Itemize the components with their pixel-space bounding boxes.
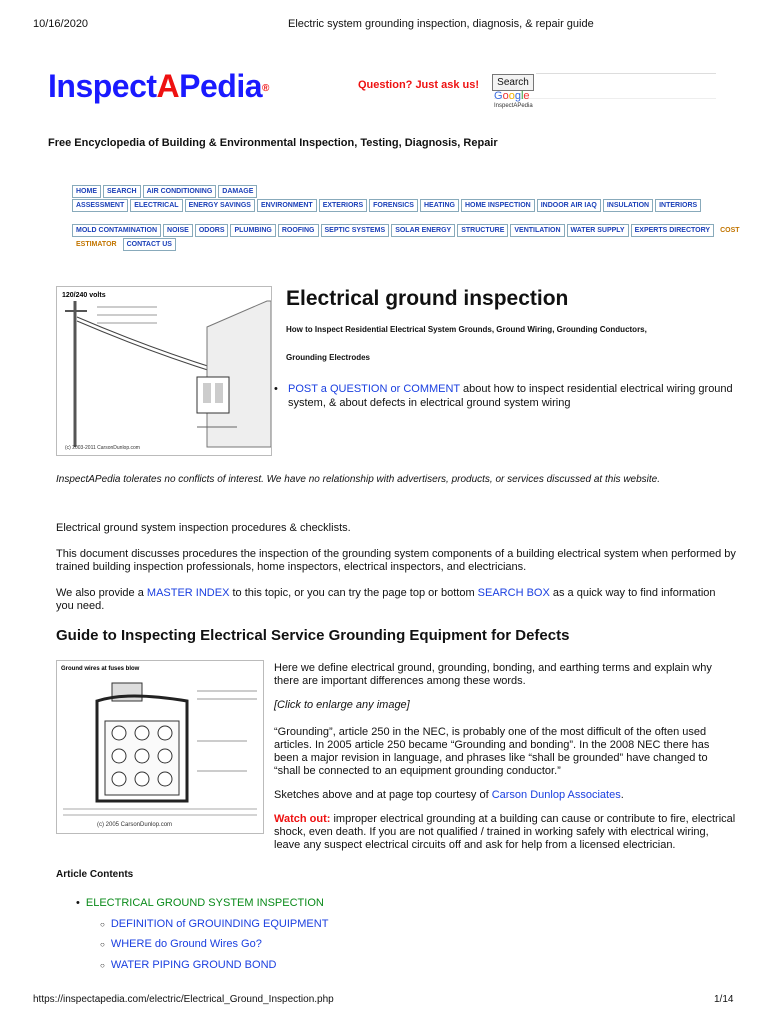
nav-solar[interactable]: SOLAR ENERGY bbox=[391, 224, 455, 237]
page-title: Electrical ground inspection bbox=[286, 287, 569, 310]
nav-plumbing[interactable]: PLUMBING bbox=[230, 224, 275, 237]
nav-air-conditioning[interactable]: AIR CONDITIONING bbox=[143, 185, 217, 198]
print-page-number: 1/14 bbox=[714, 994, 734, 1005]
post-question-text: about how to inspect residential electrical wiring ground system, & about defects in electrical ground system wiring bbox=[288, 383, 733, 409]
panel-grounding-diagram-image[interactable] bbox=[56, 660, 264, 834]
section-heading: Guide to Inspecting Electrical Service Grounding Equipment for Defects bbox=[56, 627, 570, 644]
nav-energy-savings[interactable]: ENERGY SAVINGS bbox=[185, 199, 255, 212]
intro-paragraph-2: This document discusses procedures the inspection of the grounding system components of a building electrical system when performed by trained building inspection professionals, home inspectors, electrical inspectors, and electricians. bbox=[56, 548, 736, 573]
nav-estimator[interactable]: ESTIMATOR bbox=[72, 238, 121, 251]
carson-dunlop-link[interactable]: Carson Dunlop Associates bbox=[491, 789, 621, 801]
watch-out-label: Watch out: bbox=[274, 813, 331, 825]
google-sub: InspectAPedia bbox=[494, 103, 533, 109]
intro-paragraph-1: Electrical ground system inspection procedures & checklists. bbox=[56, 522, 351, 534]
nav-contact[interactable]: CONTACT US bbox=[123, 238, 176, 251]
site-logo[interactable] bbox=[48, 68, 269, 105]
page-subtitle-1: How to Inspect Residential Electrical System Grounds, Ground Wiring, Grounding Conductors, bbox=[286, 325, 647, 334]
nav-electrical[interactable]: ELECTRICAL bbox=[130, 199, 182, 212]
bullet-dot: • bbox=[274, 383, 278, 395]
toc-subitem-2[interactable]: ○ WHERE do Ground Wires Go? bbox=[100, 938, 262, 950]
nav-row-2 bbox=[72, 199, 703, 212]
disclaimer-text: InspectAPedia tolerates no conflicts of interest. We have no relationship with advertisers, products, or services discussed at this website. bbox=[56, 474, 660, 485]
toc-item-main[interactable]: • ELECTRICAL GROUND SYSTEM INSPECTION bbox=[76, 897, 324, 909]
definition-paragraph: Here we define electrical ground, grounding, bonding, and earthing terms and explain why there are important differences among these words. bbox=[274, 662, 712, 687]
article-contents-heading: Article Contents bbox=[56, 869, 134, 880]
nav-roofing[interactable]: ROOFING bbox=[278, 224, 319, 237]
nav-assessment[interactable]: ASSESSMENT bbox=[72, 199, 128, 212]
nav-septic[interactable]: SEPTIC SYSTEMS bbox=[321, 224, 390, 237]
courtesy-paragraph: Sketches above and at page top courtesy of Carson Dunlop Associates. bbox=[274, 789, 624, 801]
print-doc-title: Electric system grounding inspection, diagnosis, & repair guide bbox=[288, 18, 594, 30]
site-tagline: Free Encyclopedia of Building & Environmental Inspection, Testing, Diagnosis, Repair bbox=[48, 137, 498, 149]
nav-home[interactable]: HOME bbox=[72, 185, 101, 198]
nav-row-4 bbox=[72, 238, 178, 251]
search-box-link[interactable]: SEARCH BOX bbox=[477, 587, 550, 599]
nav-interiors[interactable]: INTERIORS bbox=[655, 199, 701, 212]
logo-text-a: A bbox=[156, 68, 180, 104]
logo-text-2: Pedia bbox=[179, 68, 263, 104]
logo-text-1: Inspect bbox=[48, 68, 157, 104]
post-question-link[interactable]: POST a QUESTION or COMMENT bbox=[288, 383, 460, 395]
enlarge-note: [Click to enlarge any image] bbox=[274, 699, 410, 711]
intro-paragraph-3: We also provide a MASTER INDEX to this topic, or you can try the page top or bottom SEARCH BOX as a quick way to find information you need. bbox=[56, 587, 716, 612]
nav-indoor-air[interactable]: INDOOR AIR IAQ bbox=[537, 199, 601, 212]
img2-caption: (c) 2005 CarsonDunlop.com bbox=[97, 822, 173, 828]
nav-insulation[interactable]: INSULATION bbox=[603, 199, 653, 212]
toc-subitem-3[interactable]: ○ WATER PIPING GROUND BOND bbox=[100, 959, 277, 971]
nav-odors[interactable]: ODORS bbox=[195, 224, 229, 237]
google-logo: Google bbox=[494, 90, 530, 102]
nav-damage[interactable]: DAMAGE bbox=[218, 185, 257, 198]
img2-label: Ground wires at fuses blow bbox=[61, 666, 140, 672]
nav-structure[interactable]: STRUCTURE bbox=[457, 224, 508, 237]
nav-row-1 bbox=[72, 185, 259, 198]
question-link[interactable]: Question? Just ask us! bbox=[358, 79, 480, 91]
nav-heating[interactable]: HEATING bbox=[420, 199, 459, 212]
print-date: 10/16/2020 bbox=[33, 18, 89, 30]
master-index-link[interactable]: MASTER INDEX bbox=[146, 587, 230, 599]
print-footer-url: https://inspectapedia.com/electric/Electrical_Ground_Inspection.php bbox=[33, 994, 334, 1005]
nav-search[interactable]: SEARCH bbox=[103, 185, 141, 198]
nec-paragraph: “Grounding”, article 250 in the NEC, is probably one of the most difficult of the often used articles. In 2005 article 250 became “Grounding and bonding”. In the 2008 NEC there has been a major revision in language, and phrases like “shall be grounded” have changed to “shall be connected to an equipment grounding conductor.” bbox=[274, 726, 710, 777]
nav-forensics[interactable]: FORENSICS bbox=[369, 199, 418, 212]
warning-paragraph: Watch out: improper electrical grounding at a building can cause or contribute to fire, electrical shock, even death. If you are not qualified / trained in working safely with electrical wiring, leave any suspect electrical circuits off and ask for help from a licensed electrician. bbox=[274, 813, 736, 851]
search-input[interactable] bbox=[536, 73, 716, 74]
logo-registered: ® bbox=[262, 83, 269, 95]
nav-environment[interactable]: ENVIRONMENT bbox=[257, 199, 317, 212]
nav-row-3 bbox=[72, 224, 746, 237]
nav-exteriors[interactable]: EXTERIORS bbox=[319, 199, 367, 212]
nav-cost[interactable]: COST bbox=[716, 224, 743, 237]
nav-mold[interactable]: MOLD CONTAMINATION bbox=[72, 224, 161, 237]
nav-home-inspection[interactable]: HOME INSPECTION bbox=[461, 199, 535, 212]
img1-label: 120/240 volts bbox=[62, 292, 106, 299]
nav-water-supply[interactable]: WATER SUPPLY bbox=[567, 224, 629, 237]
nav-ventilation[interactable]: VENTILATION bbox=[510, 224, 564, 237]
img1-caption: (c) 2003-2011 CarsonDunlop.com bbox=[65, 445, 140, 451]
toc-subitem-1[interactable]: ○ DEFINITION of GROUINDING EQUIPMENT bbox=[100, 918, 329, 930]
page-subtitle-2: Grounding Electrodes bbox=[286, 353, 371, 362]
search-button[interactable]: Search bbox=[492, 74, 534, 91]
nav-noise[interactable]: NOISE bbox=[163, 224, 193, 237]
post-question-bullet bbox=[274, 382, 734, 410]
nav-experts[interactable]: EXPERTS DIRECTORY bbox=[631, 224, 714, 237]
service-drop-diagram-image[interactable] bbox=[56, 286, 272, 456]
